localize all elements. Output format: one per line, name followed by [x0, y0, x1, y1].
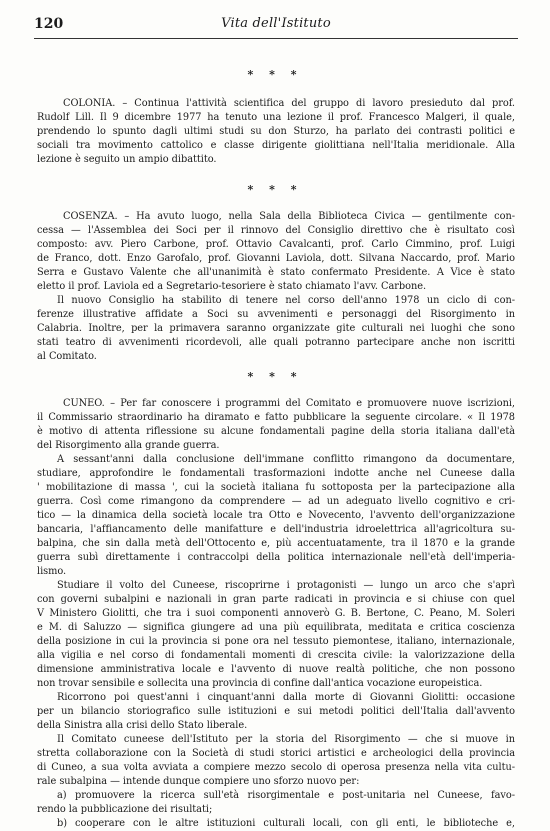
text-line: guerra subì direttamente i contraccolpi della politica internazionale nell'età dell'imperia-	[37, 552, 515, 563]
text-line: CUNEO. – Per far conoscere i programmi del Comitato e promuovere nuove iscrizioni,	[63, 398, 515, 409]
text-line: tico — la dinamica della società locale tra Otto e Novecento, l'avvento dell'organizzazione	[37, 510, 515, 521]
section-cosenza	[37, 210, 515, 364]
text-line: sociali tra movimento cattolico e classe dirigente giolittiana nell'Italia meridionale. Alla	[37, 140, 515, 151]
text-line: Studiare il volto del Cuneese, riscoprirne i protagonisti — lungo un arco che s'aprì	[57, 580, 515, 591]
text-line: studiare, approfondire le fondamentali trasformazioni indotte anche nel Cuneese dalla	[37, 468, 515, 479]
text-line: lezione è seguito un ampio dibattito.	[37, 154, 217, 165]
text-line: rale subalpina — intende dunque compiere uno sforzo nuovo per:	[37, 776, 360, 787]
running-title: Vita dell'Istituto	[221, 16, 331, 31]
text-line: dimensione amministrativa locale e l'avvento di nuove realtà politiche, che non possono	[37, 664, 515, 675]
text-line: Il nuovo Consiglio ha stabilito di tenere nel corso dell'anno 1978 un ciclo di con-	[57, 295, 515, 306]
text-line: A sessant'anni dalla conclusione dell'immane conflitto rimangono da documentare,	[57, 454, 515, 465]
section-colonia	[37, 97, 515, 167]
text-line: ' mobilitazione di massa ', cui la società italiana fu sottoposta per la partecipazione alla	[37, 482, 515, 493]
text-line: con governi subalpini e nazionali in gran parte radicati in provincia e si chiuse con quel	[37, 594, 515, 605]
text-line: al Comitato.	[37, 351, 97, 362]
section-separator: * * *	[247, 183, 303, 196]
text-line: stati teatro di avvenimenti ricordevoli, alle quali potranno partecipare anche non iscritti	[37, 337, 515, 348]
text-line: stretta collaborazione con la Società di studi storici artistici e archeologici della provincia	[37, 748, 515, 759]
section-separator: * * *	[247, 68, 303, 81]
page-number: 120	[34, 16, 64, 32]
text-line: del Risorgimento alla grande guerra.	[37, 440, 220, 451]
text-line: eletto il prof. Laviola ed a Segretario-tesoriere è stato chiamato l'avv. Carbone.	[37, 281, 427, 292]
text-line: COSENZA. – Ha avuto luogo, nella Sala della Biblioteca Civica — gentilmente con-	[63, 211, 515, 222]
text-line: e M. di Saluzzo — significa giungere ad una più equilibrata, meditata e critica coscienza	[37, 622, 515, 633]
text-line: della posizione in cui la provincia si pone ora nel tessuto piemontese, italiano, internazionale,	[37, 636, 515, 647]
text-line: Serra e Gustavo Valente che all'unanimità è stato confermato Presidente. A Vice è stato	[37, 267, 515, 278]
section-separator: * * *	[247, 370, 303, 383]
text-line: cessa — l'Assemblea dei Soci per il rinnovo del Consiglio direttivo che è risultato così	[37, 225, 515, 236]
page-header	[34, 14, 518, 39]
text-line: Il Comitato cuneese dell'Istituto per la storia del Risorgimento — che si muove in	[57, 734, 515, 745]
text-line: di Cuneo, a sua volta avviata a compiere mezzo secolo di operosa presenza nella vita cultu-	[37, 762, 515, 773]
text-line: ferenze illustrative affidate a Soci su avvenimenti e personaggi del Risorgimento in	[37, 309, 515, 320]
text-line: bancaria, l'affiancamento delle manifatture e dell'industria idroelettrica all'agricoltura su-	[37, 524, 515, 535]
section-cuneo	[37, 397, 515, 831]
text-line: prendendo lo spunto dagli ultimi studi su don Sturzo, ha parlato dei contrasti politici e	[37, 126, 515, 137]
text-line: Ricorrono poi quest'anni i cinquant'anni dalla morte di Giovanni Giolitti: occasione	[57, 692, 515, 703]
text-line: balpina, che sin dalla metà dell'Ottocento e, più accentuatamente, tra il 1870 e la grande	[37, 538, 515, 549]
text-line: non trovar sensibile e sollecita una provincia di confine dall'antica vocazione europeistica.	[37, 678, 483, 689]
text-line: lismo.	[37, 566, 67, 577]
list-item: b) cooperare con le altre istituzioni culturali locali, con gli enti, le biblioteche e,	[57, 818, 515, 829]
text-line: alla vigilia e nel corso di fondamentali momenti di crescita civile: la valorizzazione della	[37, 650, 515, 661]
text-line: è motivo di attenta riflessione su alcune fondamentali pagine della storia italiana dall'età	[37, 426, 515, 437]
text-line: COLONIA. – Continua l'attività scientifica del gruppo di lavoro presieduto dal prof.	[63, 98, 515, 109]
text-line: composto: avv. Piero Carbone, prof. Ottavio Cavalcanti, prof. Carlo Cimmino, prof. Luigi	[37, 239, 515, 250]
list-item: a) promuovere la ricerca sull'età risorgimentale e post-unitaria nel Cuneese, favo-	[57, 790, 515, 801]
text-line: per un bilancio storiografico sulle istituzioni e sui metodi politici dell'Italia dall'avvento	[37, 706, 515, 717]
text-line: il Commissario straordinario ha diramato e fatto pubblicare la seguente circolare. « Il 1978	[37, 412, 515, 423]
text-line: Rudolf Lill. Il 9 dicembre 1977 ha tenuto una lezione il prof. Francesco Malgeri, il quale,	[37, 112, 515, 123]
text-line: della Sinistra alla crisi dello Stato liberale.	[37, 720, 248, 731]
text-line: de Franco, dott. Enzo Garofalo, prof. Giovanni Laviola, dott. Silvana Naccardo, prof. Mario	[37, 253, 515, 264]
text-line: V Ministero Giolitti, che tra i suoi componenti annoverò G. B. Bertone, C. Peano, M. Soleri	[37, 608, 515, 619]
text-line: rendo la pubblicazione dei risultati;	[37, 804, 213, 815]
text-line: guerra. Così come rimangono da comprendere — ad un adeguato livello cognitivo e cri-	[37, 496, 515, 507]
text-line: Calabria. Inoltre, per la primavera saranno organizzate gite culturali nei luoghi che sono	[37, 323, 515, 334]
